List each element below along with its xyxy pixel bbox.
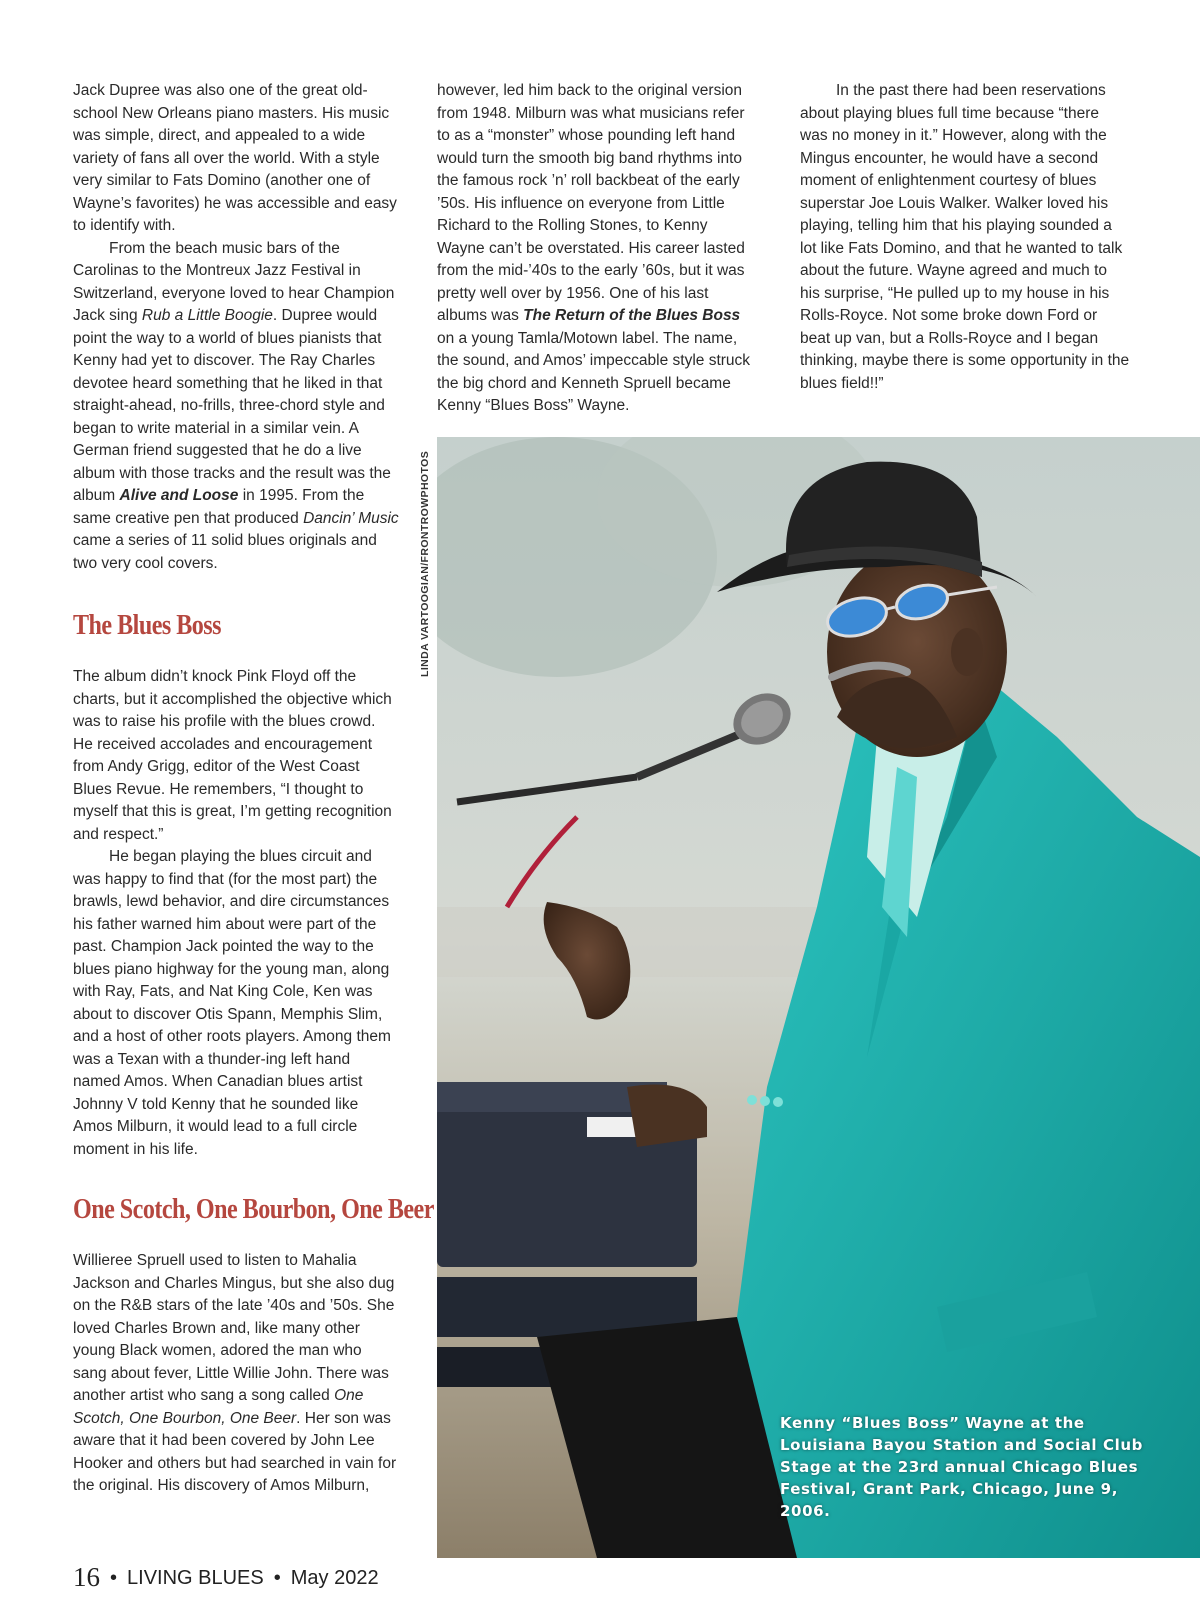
paragraph: From the beach music bars of the Carolinas to the Montreux Jazz Festival in Switzerland, everyone loved to hear Champion Jack sing Rub a Little Boogie. Dupree would point the way to a world of blues pianists that Kenny had yet to discover. The Ray Charles devotee heard something that he liked in that straight-ahead, no-frills, three-chord style and began to write material in a similar vein. A German friend suggested that he do a live album with those tracks and the result was the album Alive and Loose in 1995. From the same creative pen that produced Dancin’ Music came a series of 11 solid blues originals and two very cool covers.: [73, 239, 399, 572]
footer-separator: •: [110, 1567, 118, 1589]
article-column-2: [437, 80, 755, 418]
album-title: The Return of the Blues Boss: [523, 307, 741, 324]
photo-credit: LINDA VARTOOGIAN/FRONTROWPHOTOS: [419, 450, 431, 677]
section-heading-scotch: One Scotch, One Bourbon, One Beer: [73, 1194, 434, 1225]
paragraph: In the past there had been reservations about playing blues full time because “there was no money in it.” However, along with the Mingus encounter, he would have a second moment of enlightenment courtesy of blues superstar Joe Louis Walker. Walker loved his playing, telling him that his playing sounded a lot like Fats Domino, and that he wanted to talk about the future. Wayne agreed and much to his surprise, “He pulled up to my house in his Rolls-Royce. Not some broke down Ford or beat up van, but a Rolls-Royce and I began thinking, maybe there is some opportunity in the blues field!!”: [800, 82, 1130, 392]
section-blues-boss: [73, 666, 399, 1161]
page-number: 16: [73, 1562, 100, 1592]
album-title: Alive and Loose: [119, 487, 239, 504]
issue-date: May 2022: [290, 1567, 379, 1589]
page-footer: [73, 1562, 379, 1593]
paragraph: Willieree Spruell used to listen to Mahalia Jackson and Charles Mingus, but she also dug on the R&B stars of the late ’40s and ’50s. She loved Charles Brown and, like many other young Black women, adored the man who sang about fever, Little Willie John. There was another artist who sang a song called One Scotch, One Bourbon, One Beer. Her son was aware that it had been covered by John Lee Hooker and others but had searched in vain for the original. His discovery of Amos Milburn,: [73, 1252, 397, 1494]
article-column-1: [73, 80, 399, 575]
song-title: Rub a Little Boogie: [141, 307, 273, 324]
article-column-3: [800, 80, 1130, 395]
performer-photo: [437, 437, 1200, 1558]
paragraph: The album didn’t knock Pink Floyd off the charts, but it accomplished the objective which was to raise his profile with the blues crowd. He received accolades and encouragement from Andy Grigg, editor of the West Coast Blues Revue. He remembers, “I thought to myself that this is great, I’m getting recognition and respect.”: [73, 668, 392, 843]
song-title: One Scotch, One Bourbon, One Beer: [73, 1387, 364, 1427]
paragraph: Jack Dupree was also one of the great old-school New Orleans piano masters. His music was simple, direct, and appealed to a wide variety of fans all over the world. With a style very similar to Fats Domino (another one of Wayne’s favorites) he was accessible and easy to identify with.: [73, 82, 397, 234]
paragraph: He began playing the blues circuit and was happy to find that (for the most part) the brawls, lewd behavior, and dire circumstances his father warned him about were part of the past. Champion Jack pointed the way to the blues piano highway for the young man, along with Ray, Fats, and Nat King Cole, Ken was about to discover Otis Spann, Memphis Slim, and a host of other roots players. Among them was a Texan with a thunder-ing left hand named Amos. When Canadian blues artist Johnny V told Kenny that he sounded like Amos Milburn, it would lead to a full circle moment in his life.: [73, 848, 391, 1158]
photo-caption: Kenny “Blues Boss” Wayne at the Louisiana Bayou Station and Social Club Stage at the 23rd annual Chicago Blues Festival, Grant Park, Chicago, June 9, 2006.: [780, 1414, 1143, 1520]
footer-separator: •: [273, 1567, 281, 1589]
section-scotch: [73, 1250, 399, 1498]
section-heading-blues-boss: The Blues Boss: [73, 610, 222, 641]
paragraph: however, led him back to the original version from 1948. Milburn was what musicians refer to as a “monster” whose pounding left hand would turn the smooth big band rhythms into the famous rock ’n’ roll backbeat of the early ’50s. His influence on everyone from Little Richard to the Rolling Stones, to Kenny Wayne can’t be overstated. His career lasted from the mid-’40s to the early ’60s, but it was pretty well over by 1956. One of his last albums was The Return of the Blues Boss on a young Tamla/Motown label. The name, the sound, and Amos’ impeccable style struck the big chord and Kenneth Spruell became Kenny “Blues Boss” Wayne.: [437, 82, 751, 414]
magazine-name: LIVING BLUES: [127, 1567, 264, 1589]
album-title: Dancin’ Music: [303, 509, 399, 527]
photo-illustration: [437, 437, 1200, 1558]
